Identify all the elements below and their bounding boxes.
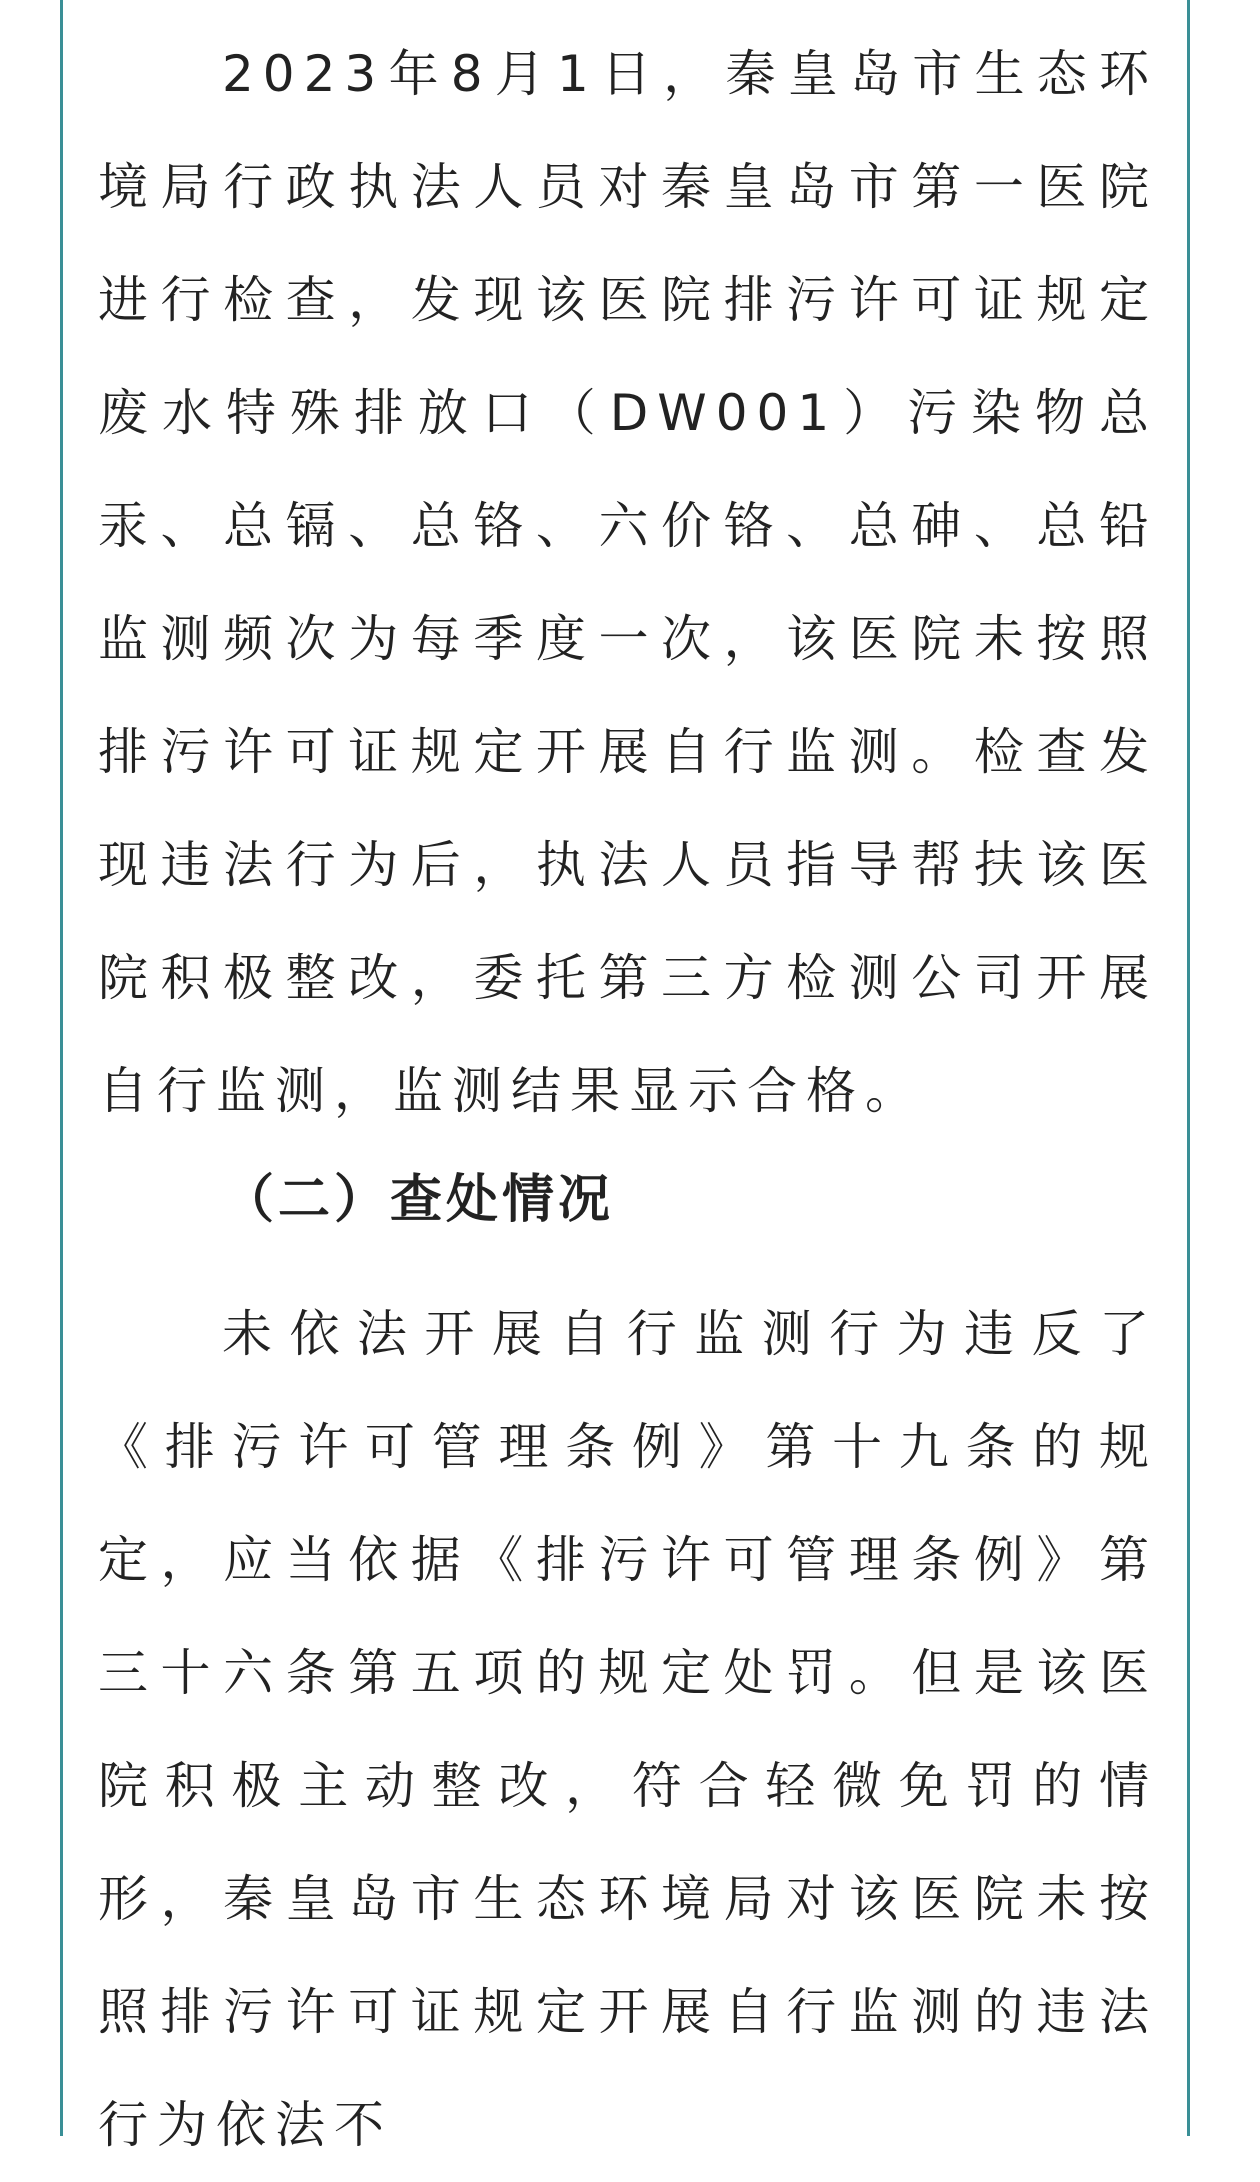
- article-body: [98, 18, 1158, 2182]
- section-heading-handling: （二）查处情况: [222, 1170, 615, 1230]
- paragraph-handling-details: 未依法开展自行监测行为违反了《排污许可管理条例》第十九条的规定，应当依据《排污许可管理条例》第三十六条第五项的规定处罚。但是该医院积极主动整改，符合轻微免罚的情形，秦皇岛市生态环境局对该医院未按照排污许可证规定开展自行监测的违法行为依法不: [98, 1305, 1158, 2154]
- paragraph-inspection-details: 2023年8月1日，秦皇岛市生态环境局行政执法人员对秦皇岛市第一医院进行检查，发现该医院排污许可证规定废水特殊排放口（DW001）污染物总汞、总镉、总铬、六价铬、总砷、总铅监测频次为每季度一次，该医院未按照排污许可证规定开展自行监测。检查发现违法行为后，执法人员指导帮扶该医院积极整改，委托第三方检测公司开展自行监测，监测结果显示合格。: [98, 45, 1158, 1120]
